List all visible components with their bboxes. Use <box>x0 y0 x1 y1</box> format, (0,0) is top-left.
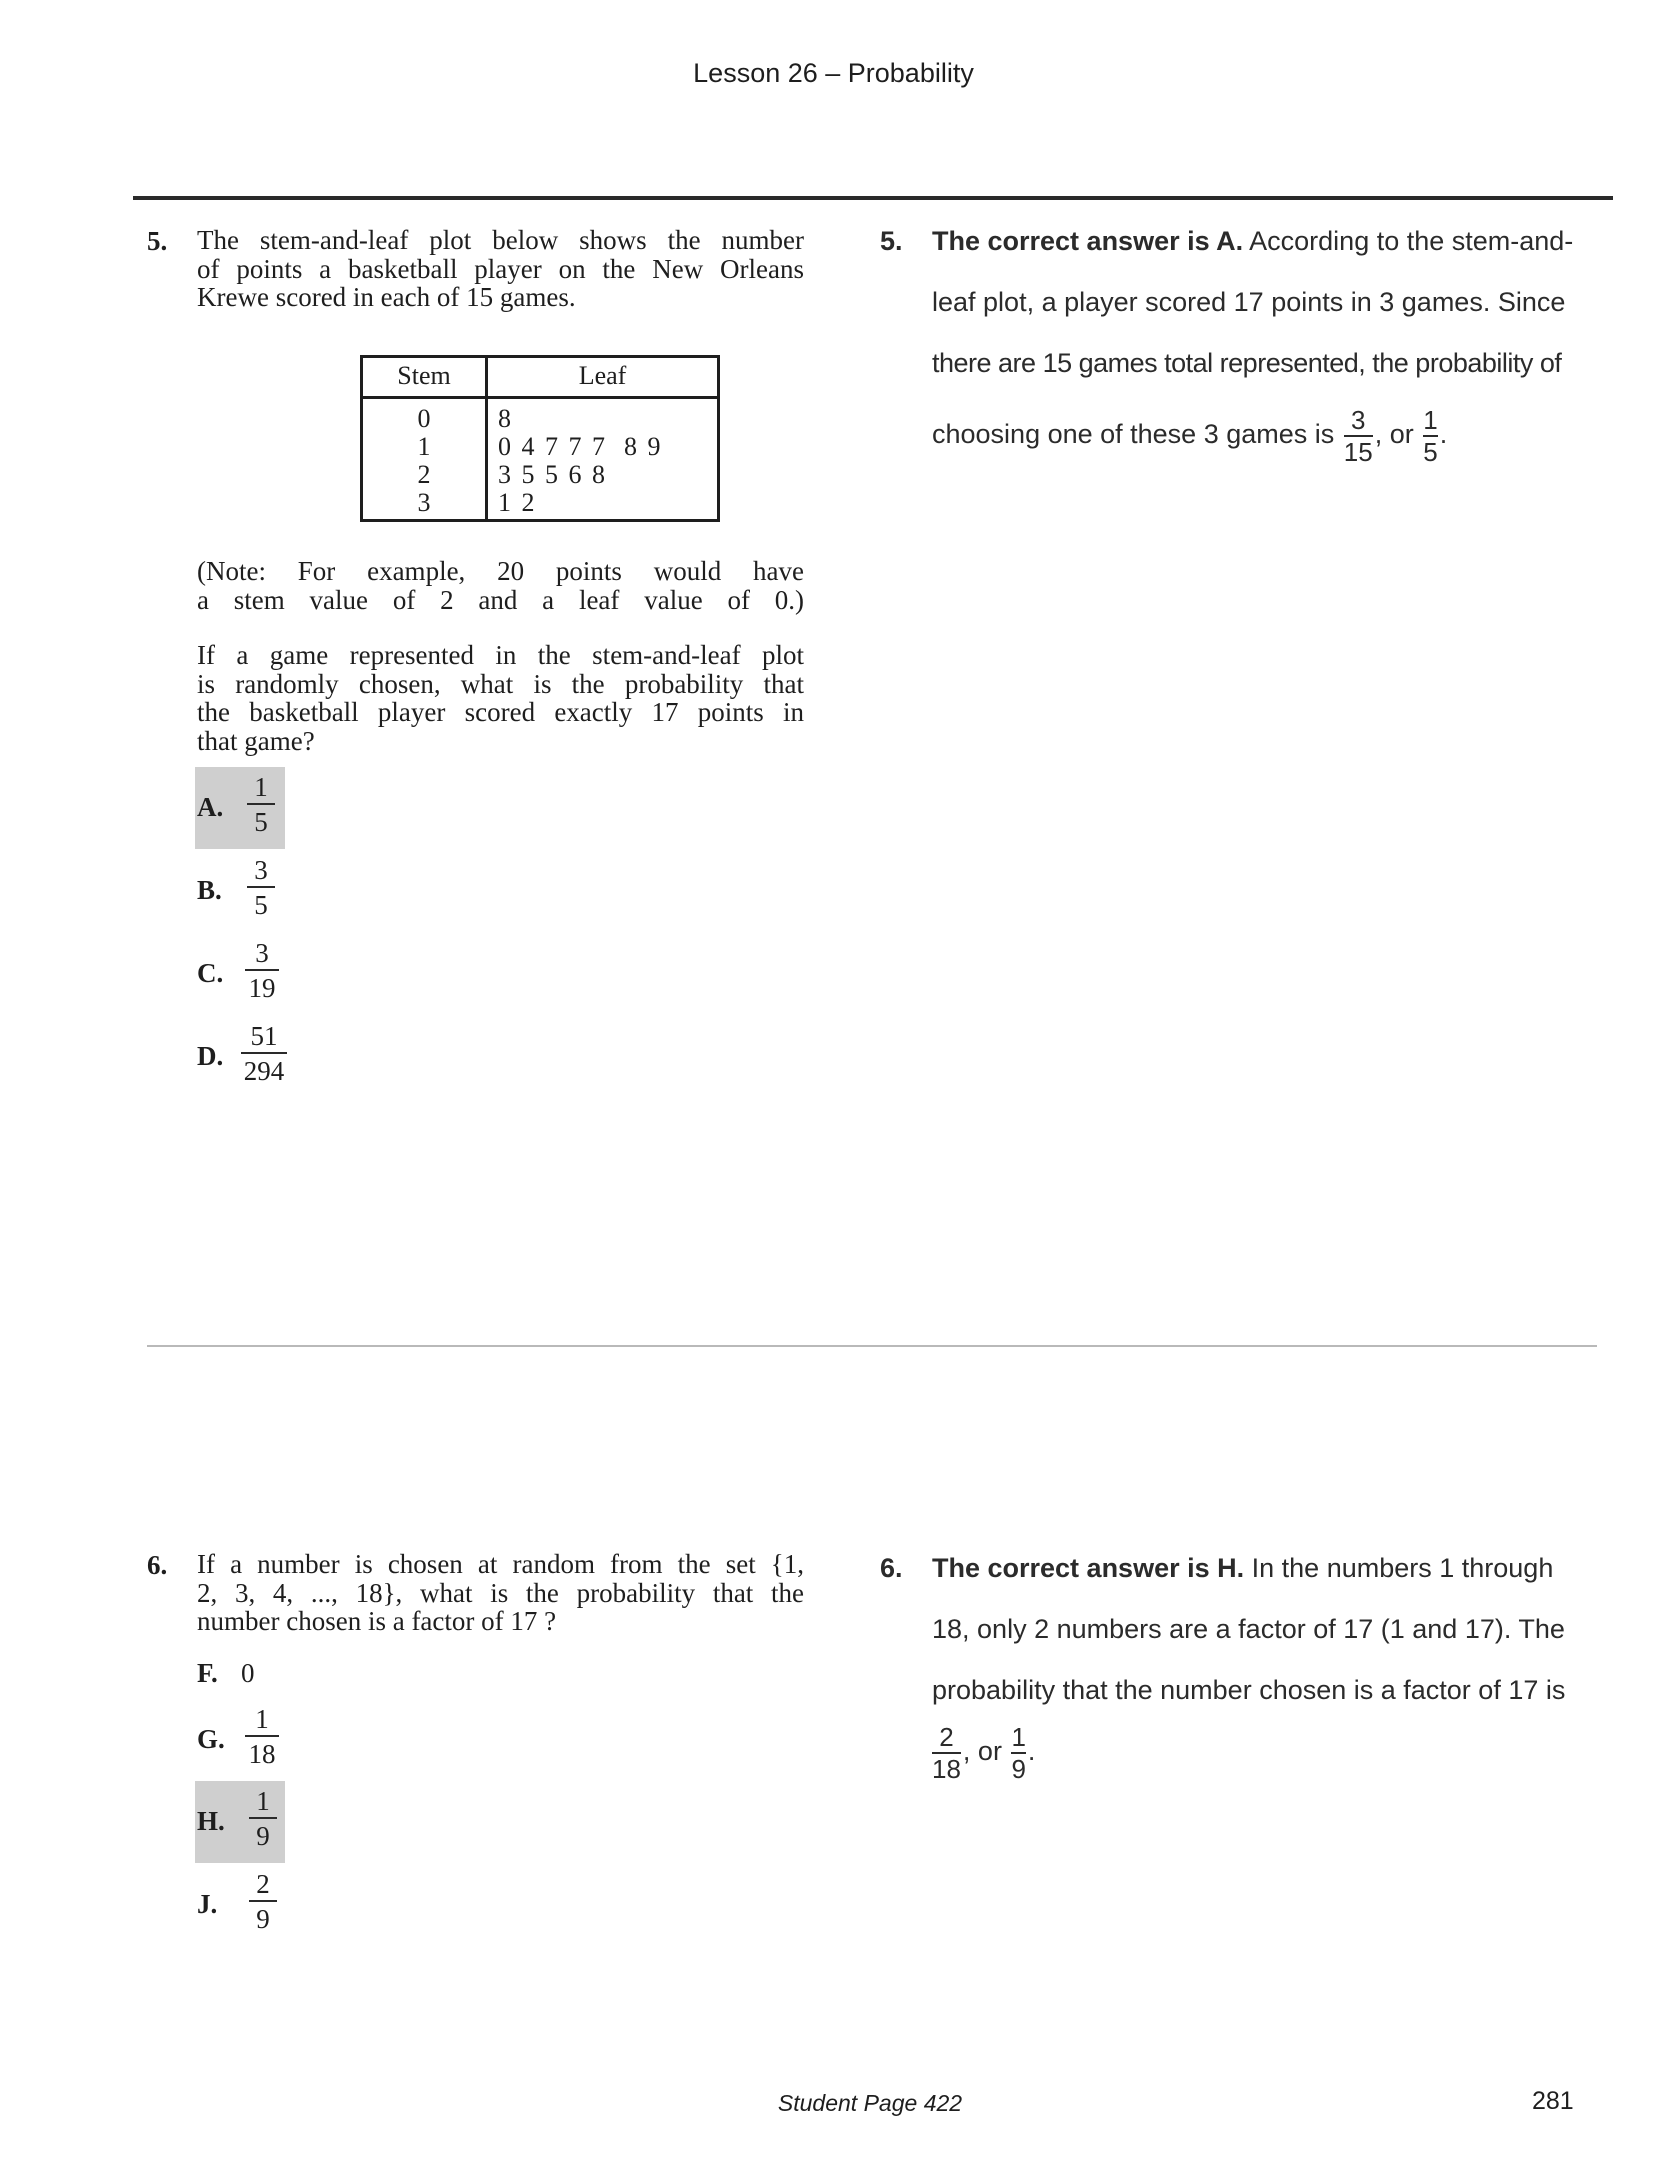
text-line: (Note: For example, 20 points would have <box>197 556 804 586</box>
fraction <box>1344 406 1373 466</box>
numerator: 3 <box>1351 405 1366 435</box>
answer-explanation-5 <box>880 211 1600 466</box>
option-letter: A. <box>197 792 224 822</box>
answer-number: 5. <box>880 226 903 256</box>
leaf-cell: 3 5 5 6 8 <box>498 460 607 489</box>
denominator: 9 <box>256 1904 270 1934</box>
answer-text: probability that the number chosen is a factor of 17 is <box>932 1675 1566 1705</box>
stem-cell: 1 <box>417 432 431 461</box>
fraction <box>1011 1723 1025 1783</box>
option-value: 0 <box>241 1658 255 1688</box>
numerator: 51 <box>250 1021 278 1051</box>
denominator: 9 <box>256 1821 270 1851</box>
text-line: 2, 3, 4, ..., 18}, what is the probability that the <box>197 1577 804 1608</box>
text-line: that game? <box>197 725 315 756</box>
fraction-bar <box>249 1817 277 1819</box>
denominator: 15 <box>1343 437 1373 467</box>
stem-and-leaf-table <box>360 355 720 522</box>
fraction-bar <box>245 1735 279 1737</box>
answer-text: , or <box>1374 419 1414 450</box>
text-line: If a number is chosen at random from the set {1, <box>197 1549 804 1579</box>
option-letter: J. <box>197 1889 218 1919</box>
question-5-stem <box>197 226 804 312</box>
numerator: 1 <box>256 1786 270 1816</box>
denominator: 5 <box>254 890 268 920</box>
text-line: Krewe scored in each of 15 games. <box>197 282 576 312</box>
fraction-bar <box>247 886 275 888</box>
text-line: the basketball player scored exactly 17 points in <box>197 697 804 727</box>
question-5-prompt <box>197 641 804 755</box>
question-number: 6. <box>147 1550 168 1580</box>
leaf-cell: 0 4 7 7 7 8 9 <box>498 432 663 461</box>
denominator: 5 <box>254 807 268 837</box>
text-line: of points a basketball player on the New Orleans <box>197 253 804 284</box>
stem-cell: 3 <box>417 488 431 517</box>
fraction <box>247 772 275 837</box>
denominator: 18 <box>932 1754 961 1784</box>
text-line: The stem-and-leaf plot below shows the number <box>197 225 804 255</box>
answer-number: 6. <box>880 1553 903 1583</box>
option-letter: H. <box>197 1806 225 1836</box>
option-letter: B. <box>197 875 222 905</box>
answer-text: choosing one of these 3 games is <box>932 419 1335 450</box>
fraction-bar <box>247 803 275 805</box>
student-page-label: Student Page 422 <box>777 2090 963 2116</box>
answer-text: there are 15 games total represented, the probability of <box>932 348 1562 378</box>
denominator: 18 <box>248 1739 276 1769</box>
denominator: 294 <box>243 1056 285 1086</box>
table-divider <box>363 396 717 399</box>
fraction-bar <box>241 1052 287 1054</box>
section-divider <box>147 1345 1597 1347</box>
fraction <box>249 1869 277 1934</box>
option-letter: G. <box>197 1724 225 1754</box>
numerator: 2 <box>939 1722 954 1752</box>
question-number: 5. <box>147 226 168 256</box>
denominator: 9 <box>1011 1754 1026 1784</box>
answer-explanation-6 <box>880 1538 1600 1783</box>
denominator: 5 <box>1423 437 1438 467</box>
text-line: a stem value of 2 and a leaf value of 0.) <box>197 584 804 615</box>
answer-text: , or <box>962 1736 1002 1767</box>
answer-text: leaf plot, a player scored 17 points in 3 games. Since <box>932 287 1566 317</box>
fraction <box>1423 406 1437 466</box>
option-letter: C. <box>197 958 224 988</box>
numerator: 1 <box>254 772 268 802</box>
text-line: If a game represented in the stem-and-leaf plot <box>197 640 804 670</box>
numerator: 3 <box>254 855 268 885</box>
fraction <box>245 1704 279 1769</box>
answer-bold: The correct answer is H. <box>932 1553 1245 1583</box>
stem-cell: 0 <box>417 404 431 433</box>
fraction <box>241 1021 287 1086</box>
lesson-title: Lesson 26 – Probability <box>693 58 974 88</box>
answer-text: According to the stem-and- <box>1249 226 1574 256</box>
stem-cell: 2 <box>417 460 431 489</box>
answer-text: 18, only 2 numbers are a factor of 17 (1 and 17). The <box>932 1614 1565 1644</box>
fraction <box>245 938 279 1003</box>
answer-bold: The correct answer is A. <box>932 226 1244 256</box>
leaf-cell: 8 <box>498 404 513 433</box>
answer-text: In the numbers 1 through <box>1251 1553 1554 1583</box>
numerator: 1 <box>1011 1722 1026 1752</box>
numerator: 2 <box>256 1869 270 1899</box>
option-letter: D. <box>197 1041 224 1071</box>
leaf-cell: 1 2 <box>498 488 537 517</box>
numerator: 1 <box>1423 405 1438 435</box>
fraction <box>932 1723 961 1783</box>
stem-header: Stem <box>397 361 451 390</box>
option-letter: F. <box>197 1658 218 1688</box>
fraction-bar <box>249 1900 277 1902</box>
text-line: number chosen is a factor of 17 ? <box>197 1606 557 1636</box>
answer-text: . <box>1439 419 1448 450</box>
page-number: 281 <box>1532 2087 1574 2115</box>
numerator: 3 <box>255 938 269 968</box>
leaf-header: Leaf <box>578 361 627 390</box>
header-rule <box>133 196 1613 200</box>
text-line: is randomly chosen, what is the probability that <box>197 668 804 699</box>
fraction <box>249 1786 277 1851</box>
answer-text: . <box>1027 1736 1036 1767</box>
denominator: 19 <box>248 973 276 1003</box>
question-6-stem <box>197 1550 804 1636</box>
numerator: 1 <box>255 1704 269 1734</box>
fraction-bar <box>245 969 279 971</box>
question-5-note <box>197 557 804 614</box>
fraction <box>247 855 275 920</box>
